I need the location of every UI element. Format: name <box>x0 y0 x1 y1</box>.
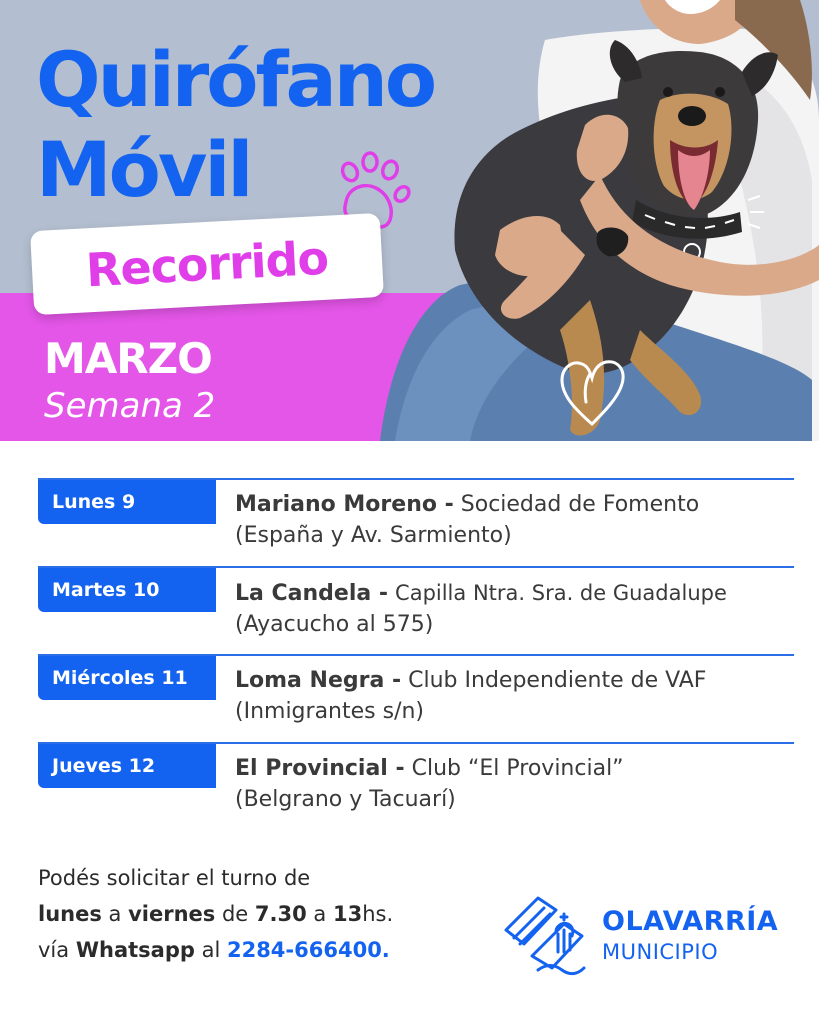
row-details <box>235 666 795 728</box>
info-line-3: vía Whatsapp al 2284-666400. <box>38 938 390 962</box>
recorrido-label: Recorrido <box>84 230 330 298</box>
info-line-1: Podés solicitar el turno de <box>38 866 311 890</box>
location-name: Mariano Moreno - <box>235 492 454 517</box>
week-label: Semana 2 <box>44 386 216 426</box>
location-place: Sociedad de Fomento <box>460 492 700 517</box>
schedule-row <box>38 742 794 830</box>
time-from: 7.30 <box>254 902 307 926</box>
schedule-row <box>38 478 794 566</box>
phone-number: 2284-666400. <box>226 938 390 962</box>
row-details <box>235 578 795 641</box>
title-line-2: Móvil <box>36 125 251 214</box>
days-to: viernes <box>128 902 216 926</box>
days-from: lunes <box>38 902 102 926</box>
month-label: MARZO <box>44 334 212 383</box>
location-place: Capilla Ntra. Sra. de Guadalupe <box>395 581 727 605</box>
location-address: (Inmigrantes s/n) <box>235 699 425 724</box>
schedule-row <box>38 654 794 742</box>
title-line-1: Quirófano <box>36 35 435 124</box>
location-name: El Provincial - <box>235 756 405 781</box>
row-details <box>235 754 795 816</box>
day-label: Martes 10 <box>38 568 216 612</box>
location-address: (Ayacucho al 575) <box>235 612 434 637</box>
booking-info <box>38 860 458 968</box>
location-name: La Candela - <box>235 581 389 606</box>
brand-name: OLAVARRÍA <box>602 906 779 937</box>
schedule-list <box>38 478 794 830</box>
time-to: 13 <box>332 902 363 926</box>
day-label: Miércoles 11 <box>38 656 216 700</box>
row-details <box>235 490 795 552</box>
day-label: Jueves 12 <box>38 744 216 788</box>
location-name: Loma Negra - <box>235 668 402 693</box>
location-place: Club “El Provincial” <box>411 756 624 781</box>
info-line-2: lunes a viernes de 7.30 a 13hs. <box>38 902 394 926</box>
location-place: Club Independiente de VAF <box>408 668 707 693</box>
schedule-row <box>38 566 794 654</box>
contact-channel: Whatsapp <box>75 938 195 962</box>
municipality-brand <box>498 890 798 980</box>
heart-icon <box>556 350 628 430</box>
hero-banner <box>0 0 819 441</box>
olavarria-municipio-logo-icon <box>498 890 590 978</box>
location-address: (Belgrano y Tacuarí) <box>235 787 456 812</box>
brand-subtitle: MUNICIPIO <box>602 940 719 964</box>
location-address: (España y Av. Sarmiento) <box>235 523 512 548</box>
day-label: Lunes 9 <box>38 480 216 524</box>
